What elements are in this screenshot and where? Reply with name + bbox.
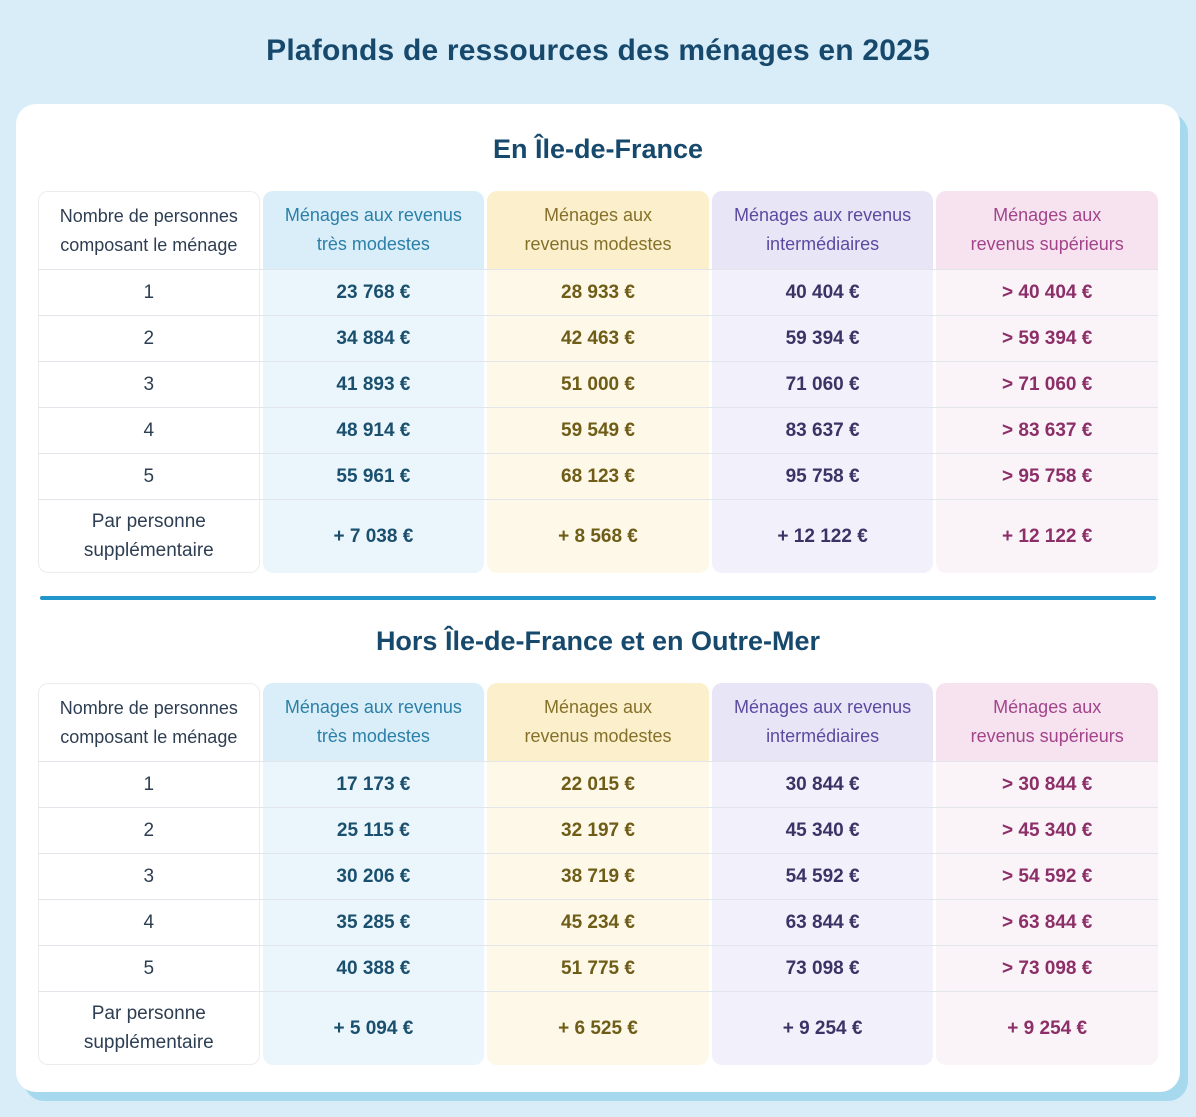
cell-very-modest-value: 23 768 € (263, 270, 485, 315)
cell-intermediate-value: 59 394 € (712, 316, 934, 361)
table-header-row (38, 683, 1158, 761)
table-row-per-extra-person (38, 499, 1158, 573)
cell-intermediate-value: + 12 122 € (712, 500, 934, 573)
cell-superior-value: + 12 122 € (936, 500, 1158, 573)
table-row (38, 361, 1158, 407)
table-header-row (38, 191, 1158, 269)
header-line: Nombre de personnes (59, 697, 238, 718)
header-cell-intermediate (712, 683, 934, 761)
cell-intermediate-value: 71 060 € (712, 362, 934, 407)
header-line: revenus supérieurs (970, 726, 1124, 746)
cell-superior-value: + 9 254 € (936, 992, 1158, 1065)
table-row-per-extra-person (38, 991, 1158, 1065)
cell-household-size: 5 (38, 454, 260, 499)
cell-superior-value: > 95 758 € (936, 454, 1158, 499)
table-section-hors-ile-de-france (38, 626, 1158, 1065)
cell-very-modest-value: 48 914 € (263, 408, 485, 453)
cell-modest-value: 59 549 € (487, 408, 709, 453)
cell-household-size: 3 (38, 854, 260, 899)
cell-household-size: 4 (38, 900, 260, 945)
table-row (38, 853, 1158, 899)
header-cell-superior (936, 683, 1158, 761)
cell-modest-value: 42 463 € (487, 316, 709, 361)
cell-modest-value: 38 719 € (487, 854, 709, 899)
section-title-ile-de-france: En Île-de-France (492, 134, 704, 164)
header-line: Nombre de personnes (59, 205, 238, 226)
header-line: revenus modestes (524, 234, 672, 254)
table-row (38, 407, 1158, 453)
header-line: Ménages aux (543, 697, 653, 717)
cell-very-modest-value: 34 884 € (263, 316, 485, 361)
header-cell-household-size (38, 191, 260, 269)
cell-intermediate-value: 40 404 € (712, 270, 934, 315)
table-section-ile-de-france (38, 134, 1158, 573)
content-card (16, 104, 1180, 1092)
cell-modest-value: + 6 525 € (487, 992, 709, 1065)
cell-household-size: 1 (38, 270, 260, 315)
header-line: composant le ménage (60, 234, 238, 255)
cell-superior-value: > 45 340 € (936, 808, 1158, 853)
header-line: Ménages aux revenus (734, 205, 912, 225)
table-row (38, 269, 1158, 315)
header-cell-modest (487, 683, 709, 761)
header-line: intermédiaires (766, 234, 880, 254)
header-cell-very-modest (263, 683, 485, 761)
cell-modest-value: 51 000 € (487, 362, 709, 407)
cell-modest-value: 68 123 € (487, 454, 709, 499)
cell-intermediate-value: 83 637 € (712, 408, 934, 453)
cell-very-modest-value: + 5 094 € (263, 992, 485, 1065)
cell-intermediate-value: 63 844 € (712, 900, 934, 945)
table-row (38, 315, 1158, 361)
cell-modest-value: + 8 568 € (487, 500, 709, 573)
header-line: intermédiaires (766, 726, 880, 746)
cell-very-modest-value: 25 115 € (263, 808, 485, 853)
header-cell-superior (936, 191, 1158, 269)
cell-intermediate-value: + 9 254 € (712, 992, 934, 1065)
cell-superior-value: > 30 844 € (936, 762, 1158, 807)
header-line: Ménages aux revenus (734, 697, 912, 717)
cell-very-modest-value: + 7 038 € (263, 500, 485, 573)
cell-superior-value: > 40 404 € (936, 270, 1158, 315)
cell-per-extra-person-label: Par personne supplémentaire (38, 992, 260, 1065)
section-divider (40, 596, 1156, 600)
cell-intermediate-value: 45 340 € (712, 808, 934, 853)
cell-intermediate-value: 30 844 € (712, 762, 934, 807)
cell-very-modest-value: 17 173 € (263, 762, 485, 807)
cell-per-extra-person-label: Par personne supplémentaire (38, 500, 260, 573)
header-line: revenus modestes (524, 726, 672, 746)
header-line: très modestes (316, 726, 430, 746)
header-cell-intermediate (712, 191, 934, 269)
cell-household-size: 3 (38, 362, 260, 407)
cell-superior-value: > 54 592 € (936, 854, 1158, 899)
header-line: Ménages aux revenus (284, 205, 462, 225)
cell-household-size: 5 (38, 946, 260, 991)
section-title-hors-ile-de-france: Hors Île-de-France et en Outre-Mer (375, 626, 821, 656)
cell-modest-value: 51 775 € (487, 946, 709, 991)
header-cell-modest (487, 191, 709, 269)
header-line: Ménages aux (543, 205, 653, 225)
header-line: composant le ménage (60, 726, 238, 747)
header-line: très modestes (316, 234, 430, 254)
cell-very-modest-value: 40 388 € (263, 946, 485, 991)
cell-household-size: 4 (38, 408, 260, 453)
cell-superior-value: > 63 844 € (936, 900, 1158, 945)
cell-superior-value: > 71 060 € (936, 362, 1158, 407)
header-line: Ménages aux (993, 205, 1102, 225)
cell-very-modest-value: 41 893 € (263, 362, 485, 407)
table-row (38, 761, 1158, 807)
cell-very-modest-value: 35 285 € (263, 900, 485, 945)
cell-superior-value: > 59 394 € (936, 316, 1158, 361)
header-line: revenus supérieurs (970, 234, 1124, 254)
table-row (38, 945, 1158, 991)
cell-modest-value: 28 933 € (487, 270, 709, 315)
cell-superior-value: > 83 637 € (936, 408, 1158, 453)
header-cell-household-size (38, 683, 260, 761)
cell-household-size: 2 (38, 316, 260, 361)
income-ceilings-table-hors-idf (38, 683, 1158, 1065)
cell-household-size: 1 (38, 762, 260, 807)
cell-very-modest-value: 30 206 € (263, 854, 485, 899)
page-title: Plafonds de ressources des ménages en 2025 (266, 34, 930, 67)
cell-modest-value: 22 015 € (487, 762, 709, 807)
cell-superior-value: > 73 098 € (936, 946, 1158, 991)
header-cell-very-modest (263, 191, 485, 269)
cell-intermediate-value: 54 592 € (712, 854, 934, 899)
cell-modest-value: 45 234 € (487, 900, 709, 945)
cell-intermediate-value: 73 098 € (712, 946, 934, 991)
income-ceilings-table-idf (38, 191, 1158, 573)
table-row (38, 899, 1158, 945)
cell-intermediate-value: 95 758 € (712, 454, 934, 499)
table-row (38, 453, 1158, 499)
header-line: Ménages aux (993, 697, 1102, 717)
table-row (38, 807, 1158, 853)
header-line: Ménages aux revenus (284, 697, 462, 717)
cell-household-size: 2 (38, 808, 260, 853)
cell-very-modest-value: 55 961 € (263, 454, 485, 499)
cell-modest-value: 32 197 € (487, 808, 709, 853)
